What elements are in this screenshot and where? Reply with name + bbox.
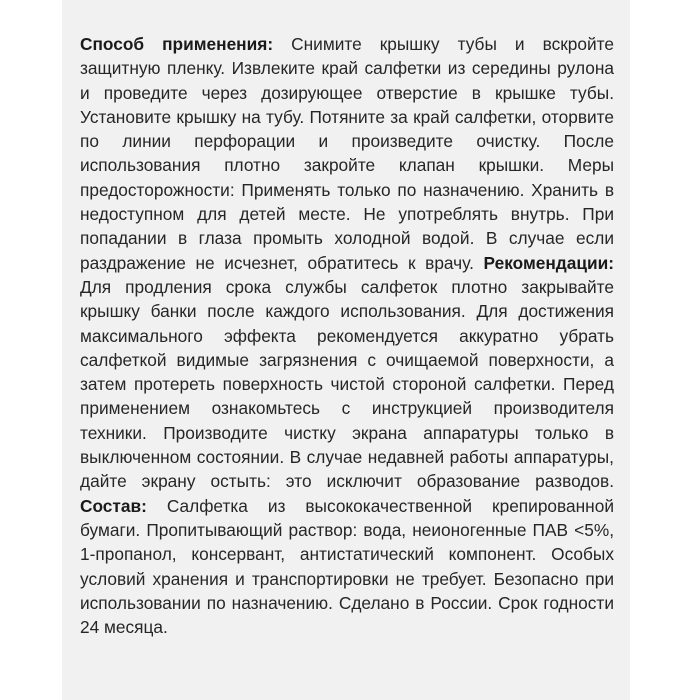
label-text bbox=[80, 32, 614, 639]
composition-text: Салфетка из высококачественной крепированной бумаги. Пропитывающий раствор: вода, неионогенные ПАВ <5%, 1-пропанол, консервант, антистатический компонент. Особых условий хранения и транспортировки не требует. Безопасно при использовании по назначению. Сделано в России. Срок годности 24 месяца. bbox=[80, 495, 614, 638]
product-label-panel bbox=[62, 0, 630, 700]
instructions-heading: Способ применения: bbox=[80, 34, 274, 54]
recommendations-text: Для продления срока службы салфеток плотно закрывайте крышку банки после каждого использования. Для достижения максимального эффекта рекомендуется аккуратно убрать салфеткой видимые загрязнения с очищаемой поверхности, а затем протереть поверхность чистой стороной салфетки. Перед применением ознакомьтесь с инструкцией производителя техники. Производите чистку экрана аппаратуры только в выключенном состоянии. В случае недавней работы аппаратуры, дайте экрану остыть: это исключит образование разводов. bbox=[80, 276, 614, 492]
instructions-text: Снимите крышку тубы и вскройте защитную пленку. Извлеките край салфетки из середины рулона и проведите через дозирующее отверстие в крышке тубы. Установите крышку на тубу. Потяните за край салфетки, оторвите по линии перфорации и произведите очистку. После использования плотно закройте клапан крышки. Меры предосторожности: Применять только по назначению. Хранить в недоступном для детей месте. Не употреблять внутрь. При попадании в глаза промыть холодной водой. В случае если раздражение не исчезнет, обратитесь к врачу. bbox=[80, 34, 614, 273]
recommendations-heading: Рекомендации: bbox=[483, 252, 614, 273]
composition-heading: Состав: bbox=[80, 495, 147, 516]
